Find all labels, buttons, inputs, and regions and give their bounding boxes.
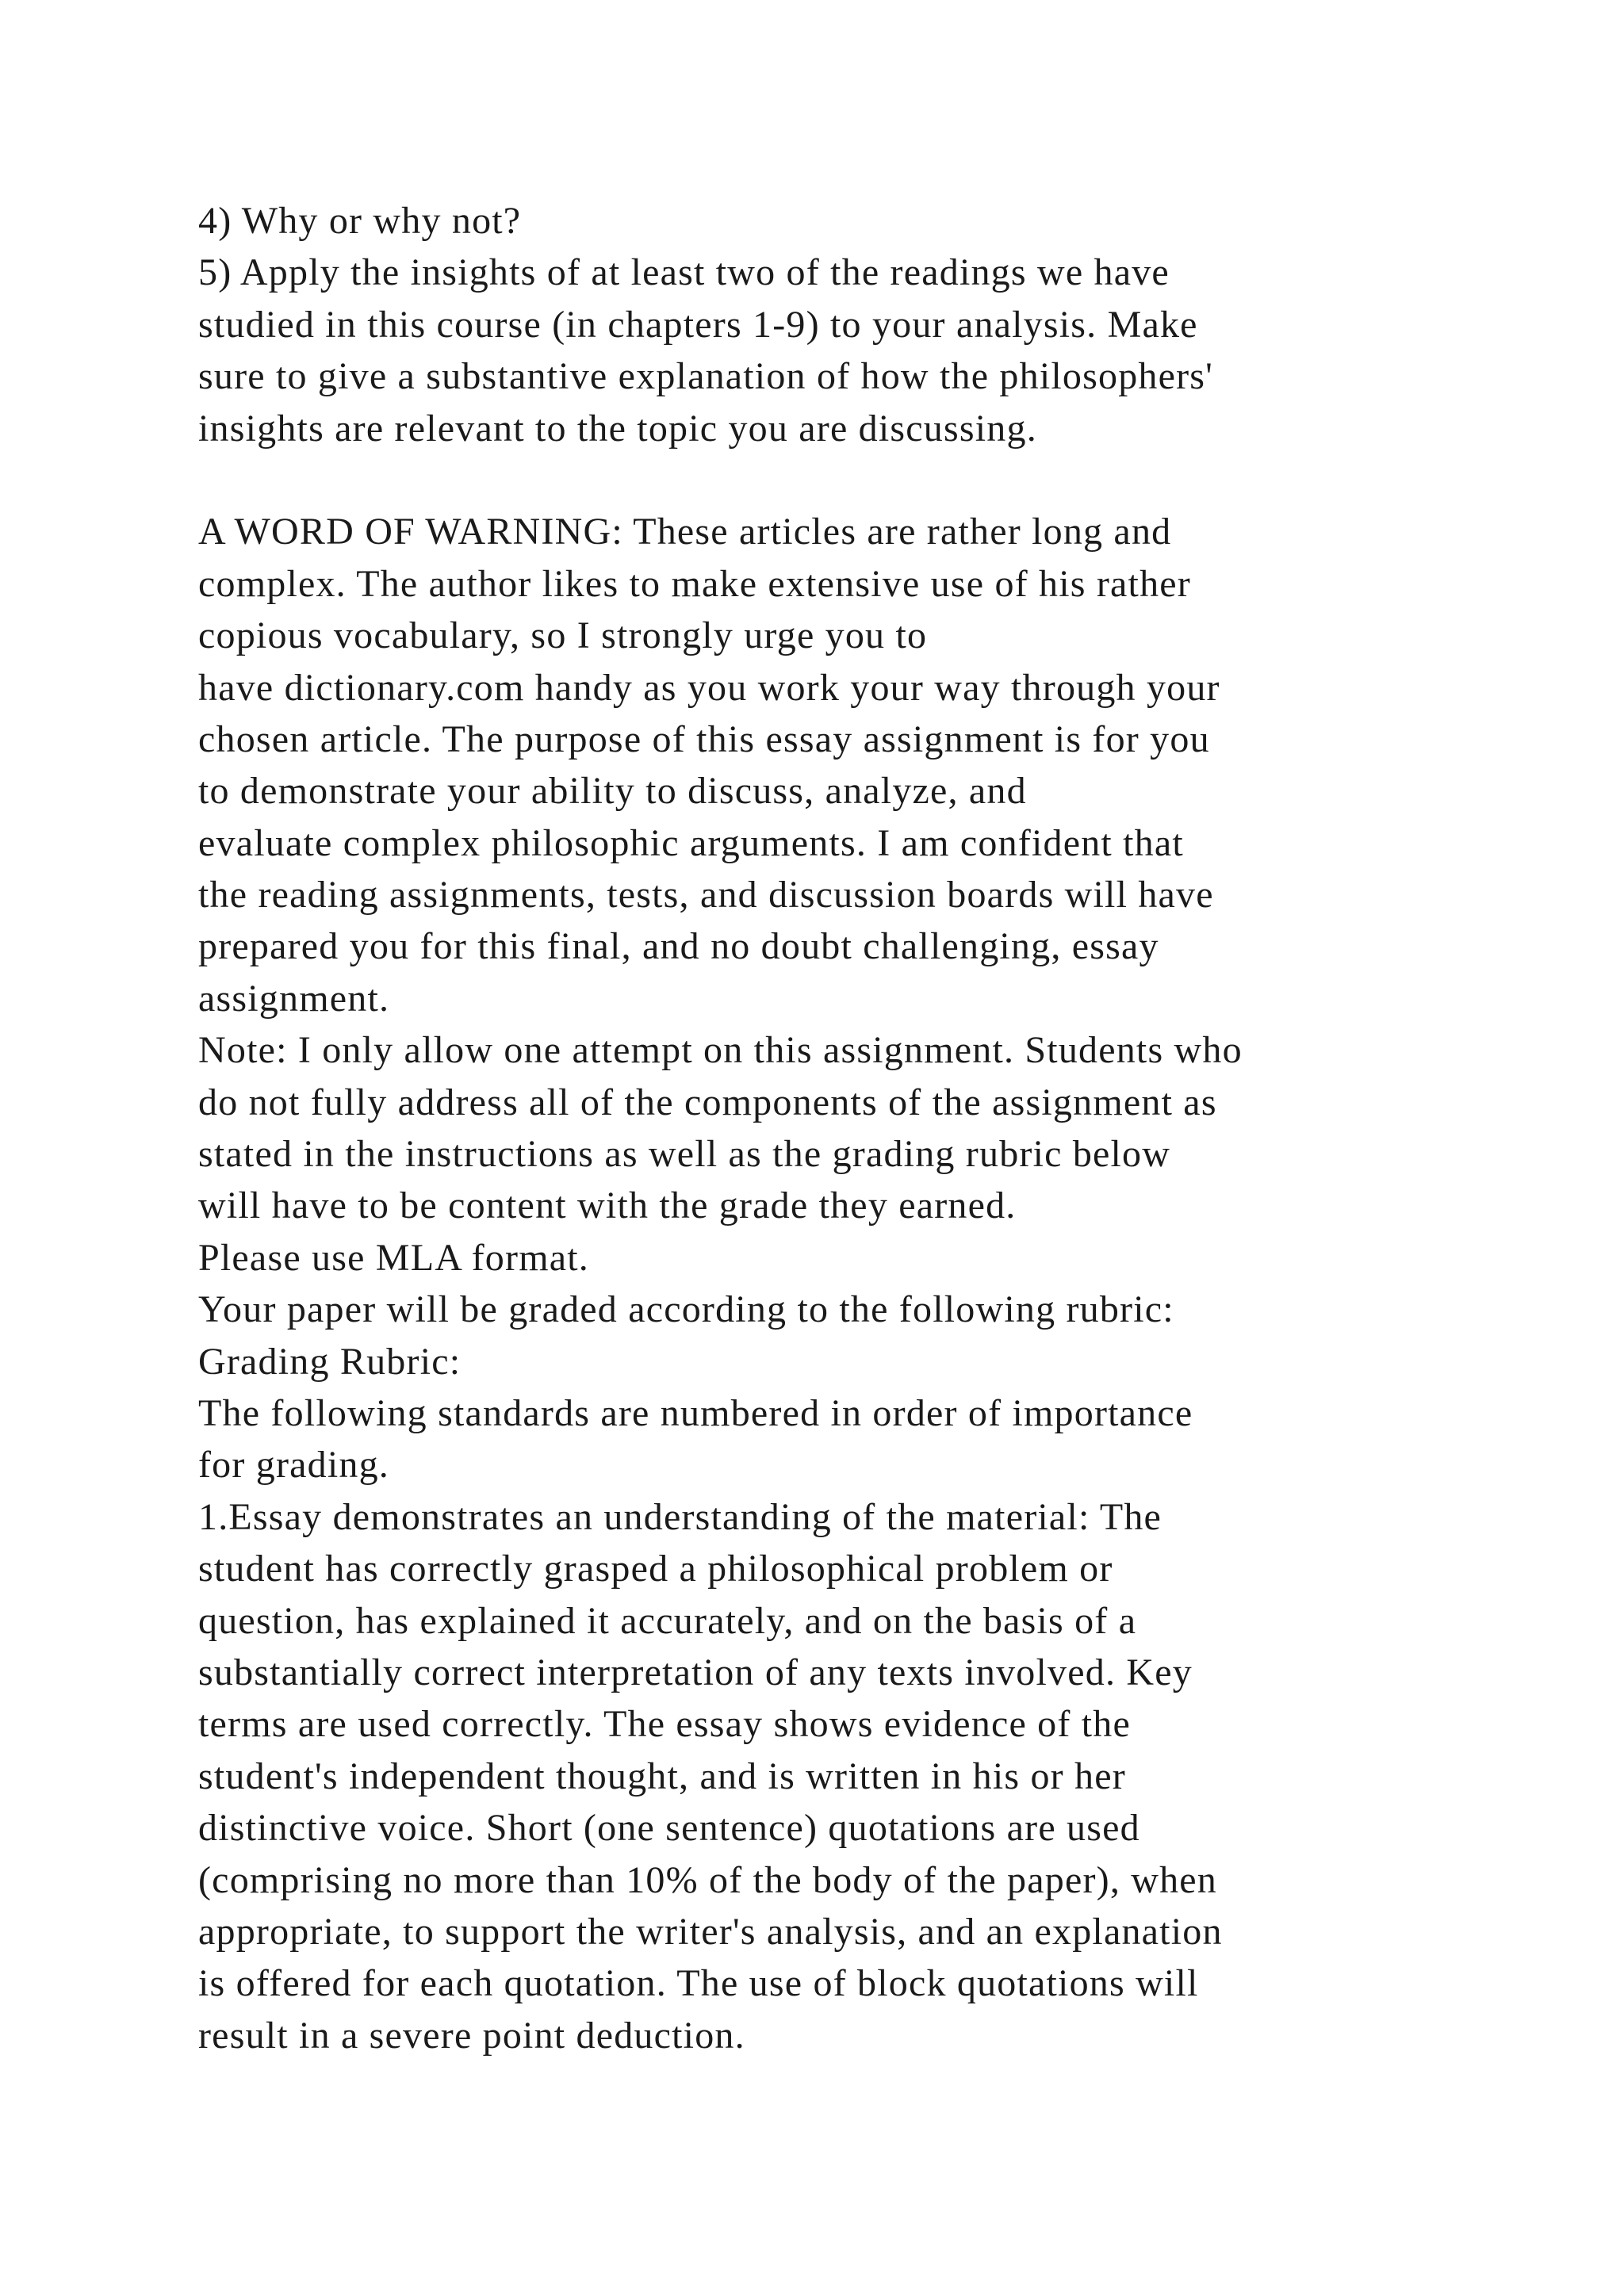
text-line: chosen article. The purpose of this essay assignment is for you <box>198 718 1210 760</box>
text-line: do not fully address all of the components of the assignment as <box>198 1081 1217 1123</box>
text-line: to demonstrate your ability to discuss, analyze, and <box>198 770 1027 813</box>
text-line: result in a severe point deduction. <box>198 2014 745 2057</box>
text-line: prepared you for this final, and no doubt challenging, essay <box>198 925 1159 968</box>
text-line: Your paper will be graded according to the following rubric: <box>198 1288 1174 1331</box>
text-line: question, has explained it accurately, and on the basis of a <box>198 1599 1137 1642</box>
text-line: copious vocabulary, so I strongly urge you to <box>198 614 928 657</box>
text-line: stated in the instructions as well as the grading rubric below <box>198 1133 1171 1176</box>
document-body <box>198 195 1507 2061</box>
text-line: is offered for each quotation. The use of block quotations will <box>198 1962 1199 2005</box>
text-line: student has correctly grasped a philosophical problem or <box>198 1548 1113 1590</box>
text-line: The following standards are numbered in order of importance <box>198 1391 1193 1434</box>
text-line: studied in this course (in chapters 1-9) to your analysis. Make <box>198 303 1198 346</box>
text-line: the reading assignments, tests, and discussion boards will have <box>198 874 1214 916</box>
text-line: assignment. <box>198 977 390 1020</box>
text-line: student's independent thought, and is written in his or her <box>198 1755 1126 1797</box>
text-line: appropriate, to support the writer's analysis, and an explanation <box>198 1910 1223 1953</box>
text-line: for grading. <box>198 1444 389 1487</box>
text-line: substantially correct interpretation of any texts involved. Key <box>198 1651 1193 1693</box>
text-line: 5) Apply the insights of at least two of the readings we have <box>198 251 1170 294</box>
text-line: have dictionary.com handy as you work your way through your <box>198 666 1220 709</box>
text-line: 4) Why or why not? <box>198 200 522 242</box>
text-line: distinctive voice. Short (one sentence) quotations are used <box>198 1807 1140 1850</box>
text-line: evaluate complex philosophic arguments. I am confident that <box>198 821 1184 864</box>
text-line: A WORD OF WARNING: These articles are rather long and <box>198 511 1172 553</box>
text-line: Note: I only allow one attempt on this assignment. Students who <box>198 1029 1243 1072</box>
text-line: Grading Rubric: <box>198 1340 462 1383</box>
text-line: (comprising no more than 10% of the body of the paper), when <box>198 1858 1218 1901</box>
text-line: insights are relevant to the topic you are discussing. <box>198 407 1037 450</box>
text-line: Please use MLA format. <box>198 1236 589 1279</box>
text-line: terms are used correctly. The essay shows evidence of the <box>198 1703 1131 1746</box>
text-line: sure to give a substantive explanation of how the philosophers' <box>198 355 1214 398</box>
text-line: complex. The author likes to make extensive use of his rather <box>198 562 1191 605</box>
blank-line <box>198 454 1507 506</box>
text-line: will have to be content with the grade they earned. <box>198 1184 1017 1227</box>
text-line: 1.Essay demonstrates an understanding of the material: The <box>198 1495 1162 1538</box>
